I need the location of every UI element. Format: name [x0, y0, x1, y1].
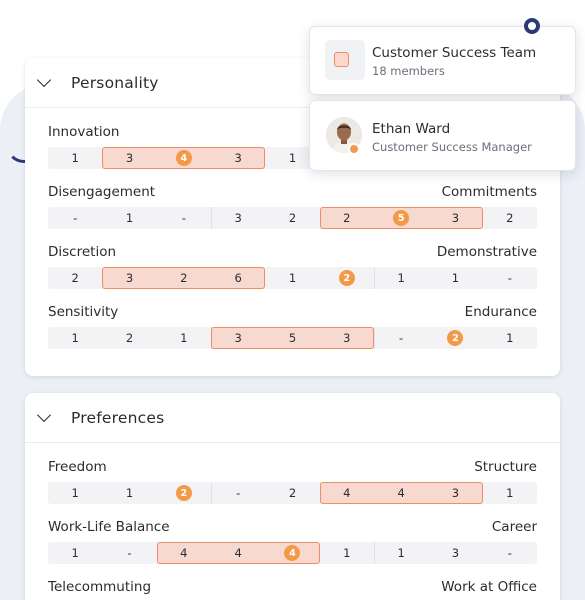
trait-left-label: Sensitivity	[48, 304, 119, 320]
scale-cell[interactable]: 1	[451, 271, 460, 285]
scale-cell[interactable]: 2	[125, 331, 134, 345]
trait-labels	[48, 579, 537, 597]
scale-cell[interactable]: 3	[234, 211, 242, 225]
selected-badge: 4	[176, 150, 192, 166]
person-popup[interactable]	[309, 100, 576, 171]
scale-cell[interactable]: 5	[288, 331, 297, 345]
selected-badge: 2	[447, 330, 463, 346]
trait-left-label: Freedom	[48, 459, 107, 475]
trait-labels	[48, 519, 537, 537]
scale-cell[interactable]: 4	[343, 486, 351, 500]
status-dot-icon	[348, 143, 360, 155]
trait-row	[48, 244, 537, 285]
scale-cell[interactable]: 4	[180, 546, 188, 560]
scale-cell[interactable]: -	[127, 546, 132, 560]
scale-cell[interactable]: 3	[125, 271, 134, 285]
scale-cell[interactable]: 1	[180, 331, 188, 345]
scale-cell[interactable]: -	[399, 331, 404, 345]
scale-cell[interactable]: 4	[397, 486, 405, 500]
scale-cell[interactable]: 1	[343, 546, 351, 560]
trait-right-label: Work at Office	[441, 579, 537, 595]
preferences-card	[25, 393, 560, 600]
trait-scale	[48, 327, 537, 349]
chevron-down-icon[interactable]	[37, 72, 51, 86]
scale-cell[interactable]: -	[181, 211, 186, 225]
scale-cell[interactable]: 2	[288, 486, 297, 500]
chevron-down-icon[interactable]	[37, 407, 51, 421]
person-role: Customer Success Manager	[372, 140, 532, 154]
trait-scale	[48, 267, 537, 289]
selected-badge: 5	[393, 210, 409, 226]
scale-cell[interactable]: 1	[71, 331, 79, 345]
trait-right-label: Career	[491, 519, 537, 535]
team-icon	[334, 52, 349, 67]
scale-cell[interactable]: 1	[397, 546, 405, 560]
trait-left-label: Work-Life Balance	[48, 519, 170, 535]
selected-badge: 4	[284, 545, 300, 561]
scale-cell[interactable]: -	[507, 546, 512, 560]
trait-scale	[48, 542, 537, 564]
trait-left-label: Discretion	[48, 244, 117, 260]
scale-cell[interactable]: 1	[71, 486, 79, 500]
scale-cell[interactable]: 3	[343, 331, 351, 345]
scale-cell-selected[interactable]	[157, 147, 211, 169]
preferences-title: Preferences	[71, 408, 165, 427]
trait-labels	[48, 244, 537, 262]
scale-cell[interactable]: 3	[451, 546, 460, 560]
trait-row	[48, 579, 537, 597]
trait-scale	[48, 207, 537, 229]
scale-cell[interactable]: -	[236, 486, 241, 500]
scale-cell-selected[interactable]	[320, 267, 374, 289]
scale-cell[interactable]: 2	[71, 271, 79, 285]
scale-cell[interactable]: 2	[506, 211, 514, 225]
scale-cell[interactable]: 2	[343, 211, 351, 225]
scale-cell[interactable]: 1	[288, 271, 297, 285]
scale-cell[interactable]: 1	[71, 546, 79, 560]
trait-right-label: Commitments	[441, 184, 537, 200]
trait-left-label: Disengagement	[48, 184, 156, 200]
scale-cell[interactable]: 2	[180, 271, 188, 285]
trait-row	[48, 519, 537, 560]
ring-indicator-icon	[524, 18, 540, 34]
person-name: Ethan Ward	[372, 121, 451, 137]
selected-badge: 2	[176, 485, 192, 501]
scale-cell-selected[interactable]	[265, 542, 319, 564]
scale-cell[interactable]: 1	[125, 211, 134, 225]
trait-labels	[48, 459, 537, 477]
scale-cell[interactable]: 4	[234, 546, 242, 560]
trait-labels	[48, 304, 537, 322]
team-name: Customer Success Team	[372, 45, 537, 61]
trait-right-label: Endurance	[464, 304, 537, 320]
preferences-header[interactable]	[25, 393, 560, 443]
scale-cell[interactable]: 1	[125, 486, 134, 500]
scale-cell[interactable]: 1	[288, 151, 297, 165]
scale-cell[interactable]: 2	[288, 211, 297, 225]
scale-cell[interactable]: 3	[451, 211, 460, 225]
scale-cell[interactable]: 6	[234, 271, 242, 285]
selected-badge: 2	[339, 270, 355, 286]
trait-row	[48, 304, 537, 345]
trait-row	[48, 459, 537, 500]
trait-row	[48, 184, 537, 225]
personality-title: Personality	[71, 73, 159, 92]
scale-cell[interactable]: 3	[234, 331, 242, 345]
trait-labels	[48, 184, 537, 202]
team-popup[interactable]	[309, 26, 576, 95]
team-members: 18 members	[372, 64, 445, 78]
scale-cell[interactable]: -	[507, 271, 512, 285]
scale-cell[interactable]: 1	[506, 486, 514, 500]
scale-cell-selected[interactable]	[428, 327, 482, 349]
trait-right-label: Structure	[474, 459, 537, 475]
trait-right-label: Demonstrative	[436, 244, 537, 260]
scale-cell[interactable]: 3	[234, 151, 242, 165]
trait-left-label: Innovation	[48, 124, 120, 140]
scale-cell-selected[interactable]	[374, 207, 428, 229]
scale-cell[interactable]: -	[73, 211, 78, 225]
scale-cell[interactable]: 3	[451, 486, 460, 500]
scale-cell[interactable]: 1	[506, 331, 514, 345]
trait-left-label: Telecommuting	[48, 579, 152, 595]
scale-cell[interactable]: 1	[397, 271, 405, 285]
scale-cell[interactable]: 3	[125, 151, 134, 165]
trait-scale	[48, 482, 537, 504]
scale-cell-selected[interactable]	[157, 482, 211, 504]
scale-cell[interactable]: 1	[71, 151, 79, 165]
